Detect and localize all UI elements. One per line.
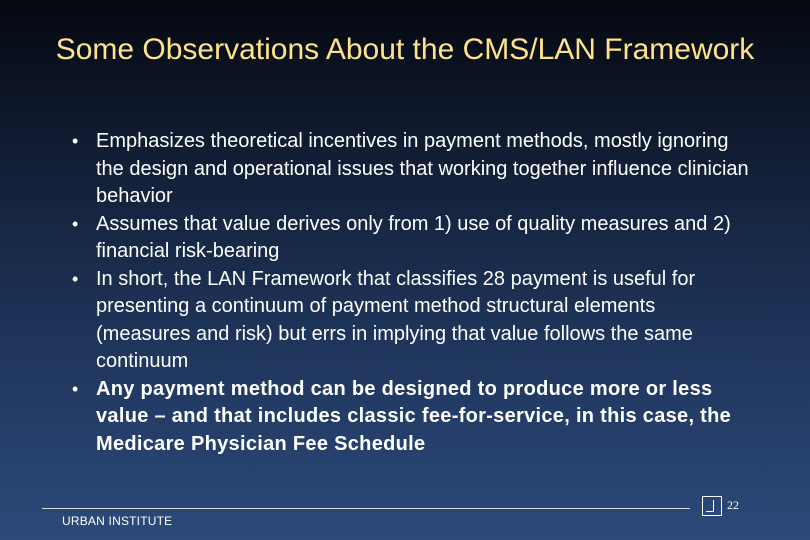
bullet-item bbox=[72, 211, 752, 266]
bullet-text: In short, the LAN Framework that classifies 28 payment is useful for presenting a continuum of payment method structural elements (measures and risk) but errs in implying that value follows the same continuum bbox=[96, 267, 696, 372]
footer-organization: URBAN INSTITUTE bbox=[62, 514, 173, 528]
bullet-text: Emphasizes theoretical incentives in payment methods, mostly ignoring the design and operational issues that working together influence clinician behavior bbox=[96, 130, 749, 207]
bullet-marker: • bbox=[72, 378, 79, 399]
bullet-item bbox=[72, 266, 752, 376]
bullet-marker: • bbox=[72, 268, 79, 289]
bullet-list bbox=[72, 128, 752, 458]
page-number: 22 bbox=[727, 498, 739, 512]
bullet-item-emphasized bbox=[72, 376, 752, 459]
bullet-marker: • bbox=[72, 131, 79, 151]
bullet-item bbox=[72, 128, 752, 211]
bullet-marker: • bbox=[72, 213, 79, 234]
slide-title: Some Observations About the CMS/LAN Framework bbox=[55, 33, 755, 66]
logo-inner-shape bbox=[706, 500, 714, 512]
bullet-text: Assumes that value derives only from 1) use of quality measures and 2) financial risk-bearing bbox=[96, 212, 731, 262]
bullet-text: Any payment method can be designed to produce more or less value – and that includes classic fee-for-service, in this case, the Medicare Physician Fee Schedule bbox=[96, 377, 732, 455]
urban-institute-logo-icon bbox=[702, 496, 722, 516]
footer-divider bbox=[42, 508, 690, 509]
